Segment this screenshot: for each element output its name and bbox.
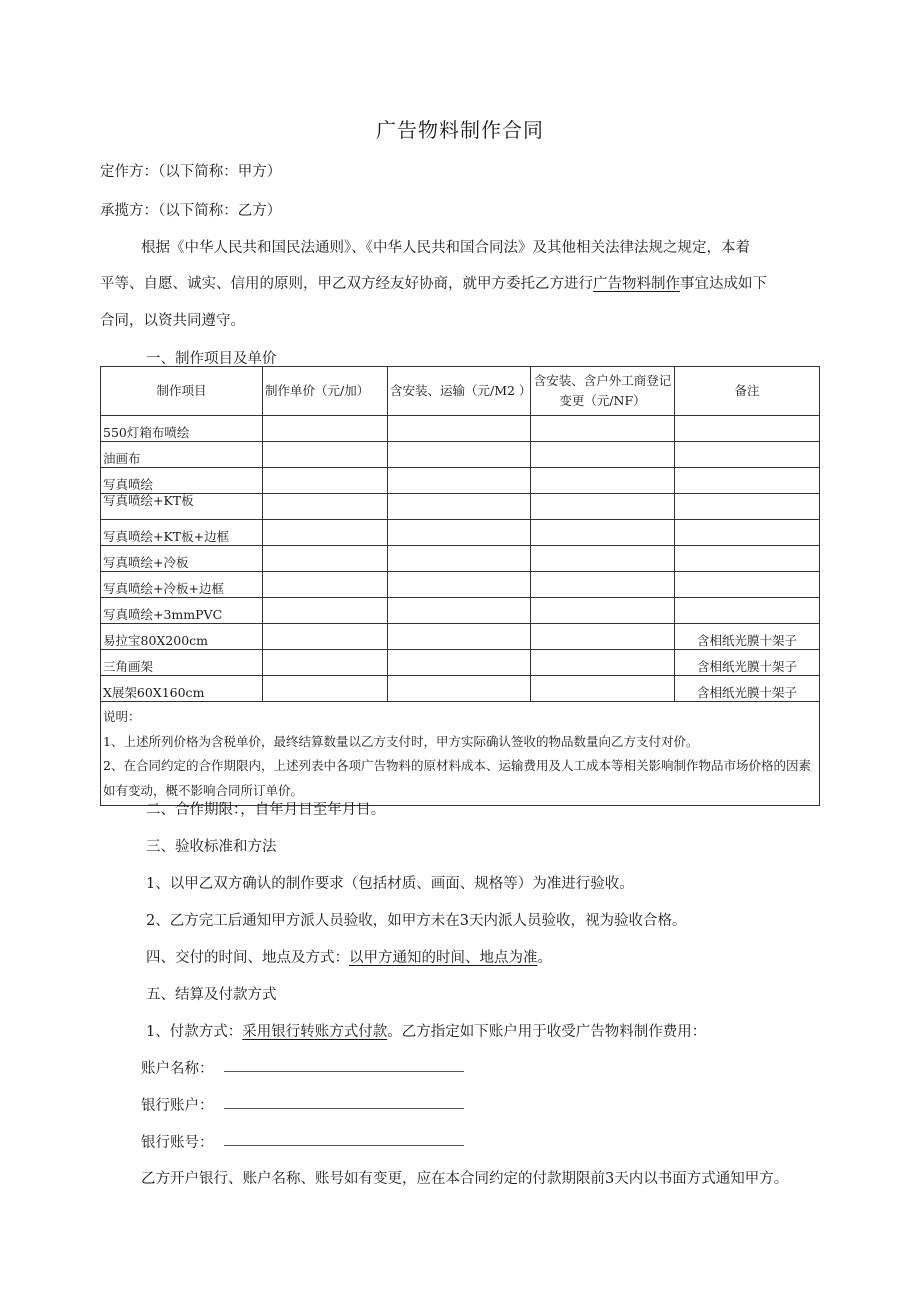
section-5-1-pre: 1、付款方式： <box>146 1024 243 1040</box>
table-row <box>101 598 820 624</box>
header-item: 制作项目 <box>101 367 263 416</box>
row-note <box>675 520 820 546</box>
table-row <box>101 624 820 650</box>
table-row <box>101 676 820 702</box>
row-item: 550灯箱布喷绘 <box>101 416 263 442</box>
note-2: 2、在合同约定的合作期限内，上述列表中各项广告物料的原材料成本、运输费用及人工成本等相关影响制作物品市场价格的因素如有变动，概不影响合同所订单价。 <box>103 758 811 798</box>
row-item: 写真喷绘+冷板 <box>101 546 263 572</box>
account-name-blank[interactable] <box>224 1071 464 1072</box>
table-row <box>101 546 820 572</box>
section-1-heading: 一、制作项目及单价 <box>146 351 277 367</box>
table-row <box>101 494 820 520</box>
row-item: 写真喷绘+冷板+边框 <box>101 572 263 598</box>
closing-statement: 乙方开户银行、账户名称、账号如有变更，应在本合同约定的付款期限前3天内以书面方式通知甲方。 <box>141 1171 789 1187</box>
intro-line-2 <box>100 272 767 293</box>
table-notes-row <box>101 702 820 806</box>
section-4-post: 。 <box>537 950 552 966</box>
row-item: 写真喷绘+KT板+边框 <box>101 520 263 546</box>
table-row <box>101 520 820 546</box>
row-item: 写真喷绘+3mmPVC <box>101 598 263 624</box>
section-4-pre: 四、交付的时间、地点及方式： <box>146 950 349 966</box>
table-notes <box>101 702 820 806</box>
row-item: 三角画架 <box>101 650 263 676</box>
header-remarks: 备注 <box>675 367 820 416</box>
section-3-item-1: 1、以甲乙双方确认的制作要求（包括材质、画面、规格等）为准进行验收。 <box>146 876 634 892</box>
row-note <box>675 572 820 598</box>
table-header-row <box>101 367 820 416</box>
row-item: 油画布 <box>101 442 263 468</box>
intro-line-2-post: 事宜达成如下 <box>680 276 767 292</box>
section-5-1-post: 。乙方指定如下账户用于收受广告物料制作费用： <box>387 1024 707 1040</box>
party-b-line: 承揽方：（以下简称：乙方） <box>100 203 282 219</box>
row-item: X展架60X160cm <box>101 676 263 702</box>
header-unit-price: 制作单价（元/加） <box>263 367 388 416</box>
row-item: 写真喷绘 <box>101 468 263 494</box>
section-4-delivery <box>146 946 552 967</box>
intro-line-1: 根据《中华人民共和国民法通则》、《中华人民共和国合同法》及其他相关法律法规之规定，本着 <box>141 240 750 256</box>
row-note: 含相纸光膜十架子 <box>675 676 820 702</box>
bank-account-label: 银行账户： <box>141 1098 214 1114</box>
section-5-heading: 五、结算及付款方式 <box>146 987 277 1003</box>
header-install-transport: 含安装、运输（元/M2 ） <box>388 367 531 416</box>
account-number-blank[interactable] <box>224 1145 464 1146</box>
account-name-label: 账户名称： <box>141 1061 214 1077</box>
section-4-underlined: 以甲方通知的时间、地点为准 <box>349 950 538 966</box>
row-note <box>675 468 820 494</box>
table-row <box>101 416 820 442</box>
bank-account-blank[interactable] <box>224 1108 464 1109</box>
section-2-term: 二、合作期限：，自年月日至年月日。 <box>146 802 386 818</box>
row-note <box>675 598 820 624</box>
section-5-payment-method <box>146 1020 706 1041</box>
row-note <box>675 546 820 572</box>
row-note: 含相纸光膜十架子 <box>675 624 820 650</box>
table-row <box>101 468 820 494</box>
account-number-label: 银行账号： <box>141 1135 214 1151</box>
section-3-heading: 三、验收标准和方法 <box>146 839 277 855</box>
row-note <box>675 494 820 520</box>
row-note: 含相纸光膜十架子 <box>675 650 820 676</box>
party-a-line: 定作方：（以下简称：甲方） <box>100 164 282 180</box>
row-note <box>675 442 820 468</box>
contract-title: 广告物料制作合同 <box>376 118 544 142</box>
table-row <box>101 650 820 676</box>
row-note <box>675 416 820 442</box>
section-5-1-underlined: 采用银行转账方式付款 <box>242 1024 388 1040</box>
intro-underlined-subject: 广告物料制作 <box>593 276 680 292</box>
row-item: 写真喷绘+KT板 <box>101 494 263 520</box>
header-install-registration: 含安装、含户外工商登记变更（元/NF） <box>531 367 675 416</box>
table-row <box>101 572 820 598</box>
intro-line-2-pre: 平等、自愿、诚实、信用的原则，甲乙双方经友好协商，就甲方委托乙方进行 <box>100 276 593 292</box>
price-table <box>100 366 820 806</box>
intro-line-3: 合同，以资共同遵守。 <box>100 313 245 329</box>
table-row <box>101 442 820 468</box>
note-1: 1、上述所列价格为含税单价，最终结算数量以乙方支付时，甲方实际确认签收的物品数量向乙方支付对价。 <box>103 733 699 749</box>
row-item: 易拉宝80X200cm <box>101 624 263 650</box>
section-3-item-2: 2、乙方完工后通知甲方派人员验收，如甲方未在3天内派人员验收，视为验收合格。 <box>146 913 687 929</box>
notes-title: 说明： <box>103 709 141 724</box>
